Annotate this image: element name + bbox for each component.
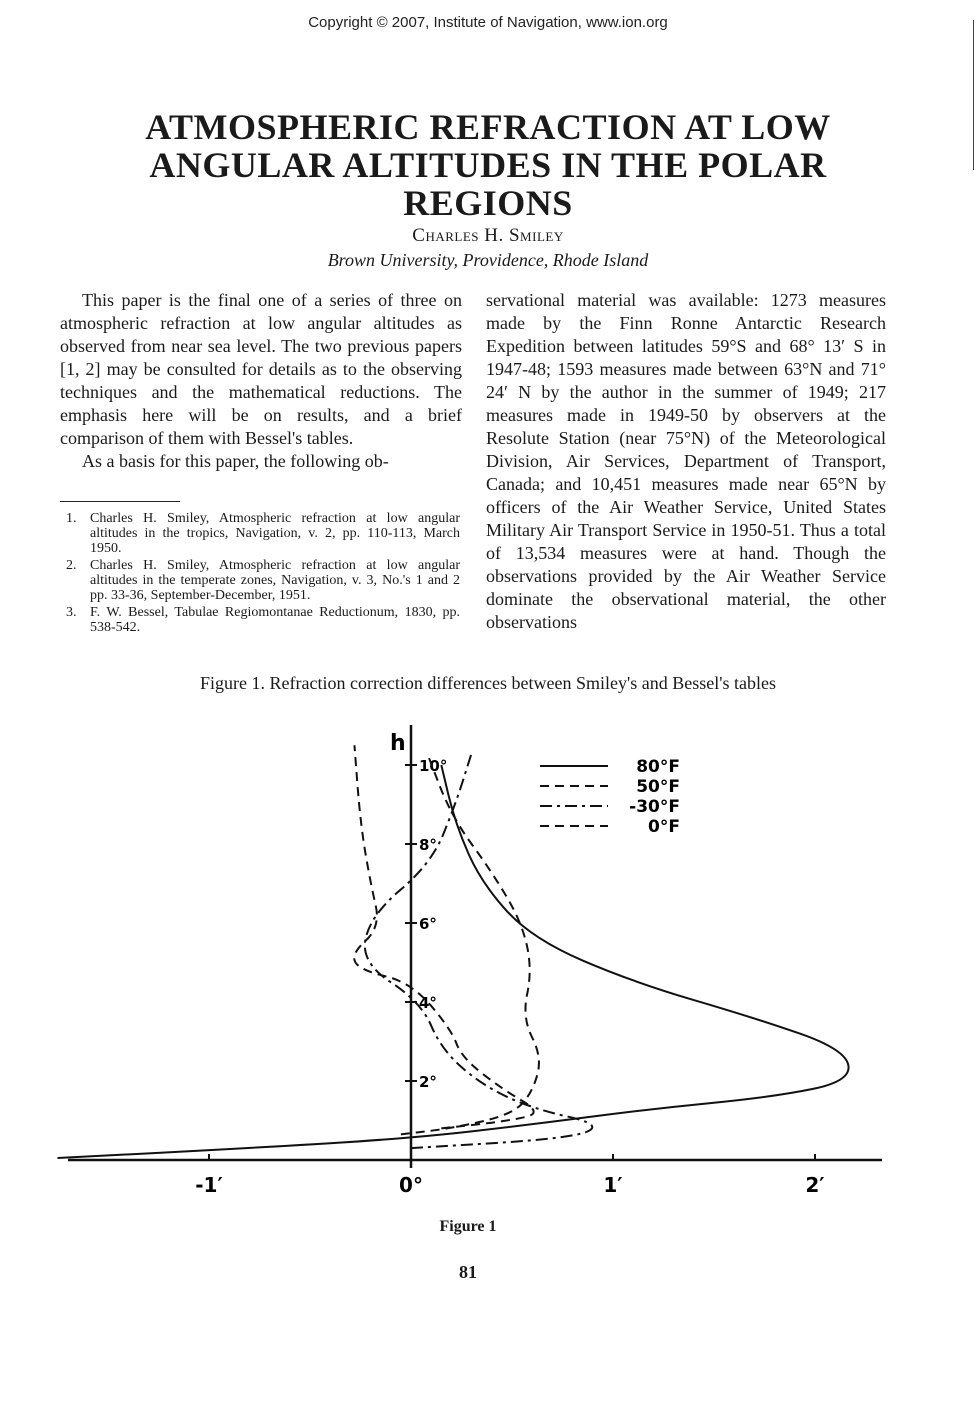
curve-80F (58, 765, 849, 1158)
paragraph: This paper is the final one of a series of three on atmospheric refraction at low angular altitudes as observed from near sea level. The two previous papers [1, 2] may be consulted for details as to the observing techniques and the mathematical reductions. The emphasis here will be on results, and a brief comparison of them with Bessel's tables. (60, 290, 462, 448)
x-tick-label: 0° (399, 1173, 423, 1197)
article-title: ATMOSPHERIC REFRACTION AT LOW ANGULAR ALTITUDES IN THE POLAR REGIONS (145, 107, 831, 223)
text-column-left (60, 289, 462, 473)
curves (58, 745, 849, 1158)
y-tick-label: 6° (419, 915, 437, 933)
y-axis-label: h (390, 731, 406, 756)
y-tick-label: 2° (419, 1073, 437, 1091)
footnote-rule (60, 501, 180, 502)
footnotes (66, 511, 460, 637)
author-name: Charles H. Smiley (412, 225, 564, 246)
footnote-number: 1. (66, 511, 77, 526)
legend-label: 80°F (636, 757, 680, 777)
footnote (66, 558, 460, 603)
legend (540, 757, 680, 837)
figure-label: Figure 1 (439, 1218, 497, 1235)
x-tick-label: -1′ (195, 1173, 223, 1197)
footnote (66, 511, 460, 556)
figure-caption: Figure 1. Refraction correction differences between Smiley's and Bessel's tables (200, 673, 776, 693)
paragraph: As a basis for this paper, the following ob- (82, 451, 389, 471)
y-tick-label: 8° (419, 836, 437, 854)
margin-rule (973, 20, 974, 170)
refraction-chart (0, 700, 976, 1210)
legend-label: 50°F (636, 777, 680, 797)
y-tick-label: 4° (419, 994, 437, 1012)
legend-label: -30°F (629, 797, 680, 817)
x-tick-label: 1′ (603, 1173, 623, 1197)
refraction-figure (0, 700, 976, 1215)
y-tick-label: 10° (419, 757, 448, 775)
paragraph: servational material was available: 1273 measures made by the Finn Ronne Antarctic Research Expedition between latitudes 59°S and 68° 13′ S in 1947-48; 1593 measures made between 63°N and 71° 24′ N by the author in the summer of 1949; 217 measures made in 1949-50 by observers at the Resolute Station (near 75°N) of the Meteorological Division, Air Services, Department of Transport, Canada; and 10,451 measures made near 65°N by officers of the Air Weather Service, United States Military Air Transport Service in 1950-51. Thus a total of 13,534 measures were at hand. Though the observations provided by the Air Weather Service dominate the observational material, the other observations (486, 290, 886, 632)
author-affiliation: Brown University, Providence, Rhode Island (327, 250, 649, 270)
copyright-notice: Copyright © 2007, Institute of Navigation, www.ion.org (308, 14, 668, 31)
footnote-number: 3. (66, 605, 77, 620)
curve-0F (354, 745, 533, 1128)
footnote-number: 2. (66, 558, 77, 573)
text-column-right (486, 289, 886, 634)
x-tick-label: 2′ (805, 1173, 825, 1197)
footnote-text: F. W. Bessel, Tabulae Regiomontanae Reductionum, 1830, pp. 538-542. (90, 605, 460, 635)
page-number: 81 (459, 1262, 477, 1282)
footnote-text: Charles H. Smiley, Atmospheric refraction at low angular altitudes in the temperate zones, Navigation, v. 3, No.'s 1 and 2 pp. 33-36, September-December, 1951. (90, 558, 460, 603)
legend-label: 0°F (648, 817, 680, 837)
footnote (66, 605, 460, 635)
curve--30F (365, 753, 592, 1148)
footnote-text: Charles H. Smiley, Atmospheric refraction at low angular altitudes in the tropics, Navigation, v. 2, pp. 110-113, March 1950. (90, 511, 460, 556)
